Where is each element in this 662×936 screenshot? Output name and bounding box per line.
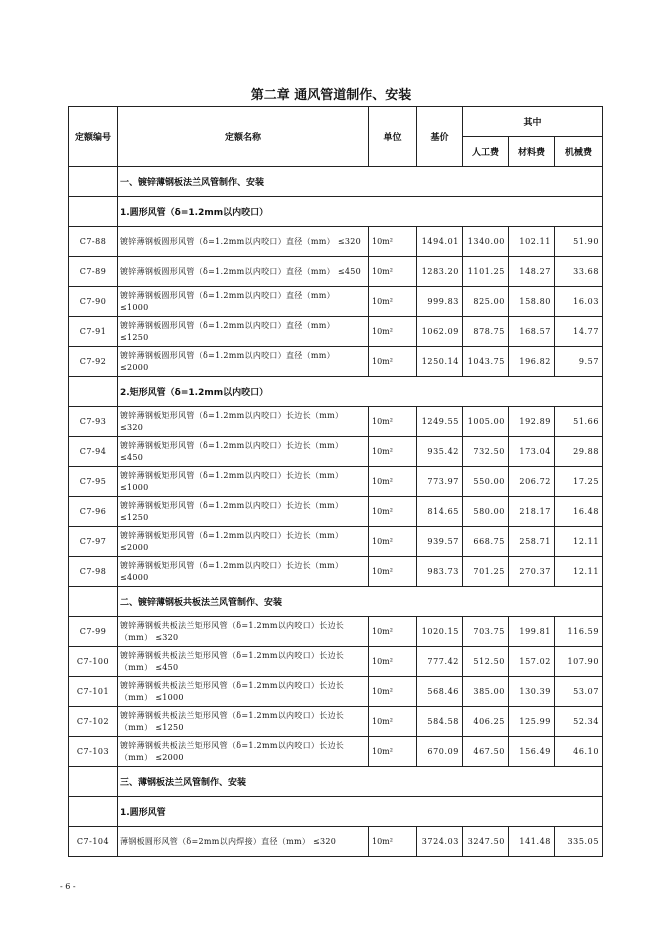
header-among: 其中 xyxy=(463,107,603,137)
machine-cost: 51.90 xyxy=(555,227,603,257)
machine-cost: 16.03 xyxy=(555,287,603,317)
material-cost: 173.04 xyxy=(509,437,555,467)
material-cost: 196.82 xyxy=(509,347,555,377)
material-cost: 141.48 xyxy=(509,827,555,857)
labor-cost: 550.00 xyxy=(463,467,509,497)
table-row xyxy=(69,497,603,527)
labor-cost: 878.75 xyxy=(463,317,509,347)
machine-cost: 12.11 xyxy=(555,527,603,557)
material-cost: 157.02 xyxy=(509,647,555,677)
quota-unit: 10m² xyxy=(369,737,417,767)
machine-cost: 29.88 xyxy=(555,437,603,467)
table-body xyxy=(69,167,603,857)
labor-cost: 701.25 xyxy=(463,557,509,587)
base-price: 584.58 xyxy=(417,707,463,737)
machine-cost: 51.66 xyxy=(555,407,603,437)
section-row xyxy=(69,197,603,227)
quota-unit: 10m² xyxy=(369,527,417,557)
quota-table xyxy=(68,106,603,857)
quota-unit: 10m² xyxy=(369,227,417,257)
table-row xyxy=(69,317,603,347)
material-cost: 168.57 xyxy=(509,317,555,347)
machine-cost: 335.05 xyxy=(555,827,603,857)
section-code-cell xyxy=(69,197,118,227)
table-row xyxy=(69,617,603,647)
material-cost: 199.81 xyxy=(509,617,555,647)
header-labor: 人工费 xyxy=(463,137,509,167)
section-code-cell xyxy=(69,587,118,617)
section-label: 二、镀锌薄钢板共板法兰风管制作、安装 xyxy=(118,587,603,617)
quota-name: 镀锌薄钢板圆形风管（δ=1.2mm以内咬口）直径（mm） ≤2000 xyxy=(118,347,369,377)
machine-cost: 14.77 xyxy=(555,317,603,347)
page-title: 第二章 通风管道制作、安装 xyxy=(250,88,412,103)
base-price: 935.42 xyxy=(417,437,463,467)
base-price: 773.97 xyxy=(417,467,463,497)
table-row xyxy=(69,227,603,257)
section-label: 1.圆形风管 xyxy=(118,797,603,827)
quota-name: 镀锌薄钢板矩形风管（δ=1.2mm以内咬口）长边长（mm） ≤450 xyxy=(118,437,369,467)
table-row xyxy=(69,527,603,557)
page-number: - 6 - xyxy=(60,882,76,891)
material-cost: 156.49 xyxy=(509,737,555,767)
section-row xyxy=(69,767,603,797)
base-price: 1062.09 xyxy=(417,317,463,347)
base-price: 670.09 xyxy=(417,737,463,767)
quota-unit: 10m² xyxy=(369,437,417,467)
machine-cost: 17.25 xyxy=(555,467,603,497)
material-cost: 102.11 xyxy=(509,227,555,257)
quota-code: C7-99 xyxy=(69,617,118,647)
section-label: 1.圆形风管（δ=1.2mm以内咬口） xyxy=(118,197,603,227)
quota-name: 薄钢板圆形风管（δ=2mm以内焊接）直径（mm） ≤320 xyxy=(118,827,369,857)
base-price: 568.46 xyxy=(417,677,463,707)
quota-code: C7-89 xyxy=(69,257,118,287)
quota-name: 镀锌薄钢板圆形风管（δ=1.2mm以内咬口）直径（mm） ≤320 xyxy=(118,227,369,257)
material-cost: 270.37 xyxy=(509,557,555,587)
labor-cost: 580.00 xyxy=(463,497,509,527)
quota-name: 镀锌薄钢板矩形风管（δ=1.2mm以内咬口）长边长（mm） ≤1250 xyxy=(118,497,369,527)
section-label: 三、薄钢板法兰风管制作、安装 xyxy=(118,767,603,797)
quota-name: 镀锌薄钢板共板法兰矩形风管（δ=1.2mm以内咬口）长边长（mm） ≤2000 xyxy=(118,737,369,767)
labor-cost: 467.50 xyxy=(463,737,509,767)
labor-cost: 1340.00 xyxy=(463,227,509,257)
header-base-price: 基价 xyxy=(417,107,463,167)
quota-name: 镀锌薄钢板矩形风管（δ=1.2mm以内咬口）长边长（mm） ≤2000 xyxy=(118,527,369,557)
quota-unit: 10m² xyxy=(369,827,417,857)
labor-cost: 1101.25 xyxy=(463,257,509,287)
labor-cost: 512.50 xyxy=(463,647,509,677)
quota-code: C7-90 xyxy=(69,287,118,317)
section-row xyxy=(69,167,603,197)
table-row xyxy=(69,707,603,737)
labor-cost: 3247.50 xyxy=(463,827,509,857)
header-code: 定额编号 xyxy=(69,107,118,167)
table-row xyxy=(69,347,603,377)
quota-code: C7-95 xyxy=(69,467,118,497)
machine-cost: 12.11 xyxy=(555,557,603,587)
quota-name: 镀锌薄钢板共板法兰矩形风管（δ=1.2mm以内咬口）长边长（mm） ≤450 xyxy=(118,647,369,677)
header-material: 材料费 xyxy=(509,137,555,167)
quota-code: C7-98 xyxy=(69,557,118,587)
labor-cost: 825.00 xyxy=(463,287,509,317)
quota-name: 镀锌薄钢板共板法兰矩形风管（δ=1.2mm以内咬口）长边长（mm） ≤320 xyxy=(118,617,369,647)
base-price: 939.57 xyxy=(417,527,463,557)
quota-name: 镀锌薄钢板共板法兰矩形风管（δ=1.2mm以内咬口）长边长（mm） ≤1250 xyxy=(118,707,369,737)
machine-cost: 116.59 xyxy=(555,617,603,647)
base-price: 1250.14 xyxy=(417,347,463,377)
table-row xyxy=(69,677,603,707)
quota-code: C7-102 xyxy=(69,707,118,737)
quota-code: C7-92 xyxy=(69,347,118,377)
quota-unit: 10m² xyxy=(369,617,417,647)
section-code-cell xyxy=(69,167,118,197)
material-cost: 130.39 xyxy=(509,677,555,707)
section-code-cell xyxy=(69,767,118,797)
quota-code: C7-93 xyxy=(69,407,118,437)
quota-unit: 10m² xyxy=(369,257,417,287)
table-row xyxy=(69,827,603,857)
quota-unit: 10m² xyxy=(369,467,417,497)
machine-cost: 53.07 xyxy=(555,677,603,707)
quota-unit: 10m² xyxy=(369,317,417,347)
quota-name: 镀锌薄钢板共板法兰矩形风管（δ=1.2mm以内咬口）长边长（mm） ≤1000 xyxy=(118,677,369,707)
quota-unit: 10m² xyxy=(369,287,417,317)
section-code-cell xyxy=(69,797,118,827)
section-row xyxy=(69,797,603,827)
base-price: 814.65 xyxy=(417,497,463,527)
base-price: 1283.20 xyxy=(417,257,463,287)
labor-cost: 732.50 xyxy=(463,437,509,467)
table-row xyxy=(69,737,603,767)
base-price: 999.83 xyxy=(417,287,463,317)
labor-cost: 703.75 xyxy=(463,617,509,647)
quota-unit: 10m² xyxy=(369,677,417,707)
quota-unit: 10m² xyxy=(369,707,417,737)
section-code-cell xyxy=(69,377,118,407)
quota-unit: 10m² xyxy=(369,347,417,377)
table-row xyxy=(69,647,603,677)
table-row xyxy=(69,557,603,587)
quota-name: 镀锌薄钢板圆形风管（δ=1.2mm以内咬口）直径（mm） ≤450 xyxy=(118,257,369,287)
machine-cost: 16.48 xyxy=(555,497,603,527)
base-price: 1494.01 xyxy=(417,227,463,257)
material-cost: 206.72 xyxy=(509,467,555,497)
base-price: 1020.15 xyxy=(417,617,463,647)
table-row xyxy=(69,437,603,467)
quota-unit: 10m² xyxy=(369,407,417,437)
base-price: 777.42 xyxy=(417,647,463,677)
labor-cost: 406.25 xyxy=(463,707,509,737)
labor-cost: 1043.75 xyxy=(463,347,509,377)
quota-unit: 10m² xyxy=(369,557,417,587)
labor-cost: 668.75 xyxy=(463,527,509,557)
base-price: 1249.55 xyxy=(417,407,463,437)
quota-name: 镀锌薄钢板圆形风管（δ=1.2mm以内咬口）直径（mm） ≤1000 xyxy=(118,287,369,317)
machine-cost: 52.34 xyxy=(555,707,603,737)
quota-code: C7-103 xyxy=(69,737,118,767)
machine-cost: 107.90 xyxy=(555,647,603,677)
machine-cost: 46.10 xyxy=(555,737,603,767)
section-row xyxy=(69,377,603,407)
material-cost: 148.27 xyxy=(509,257,555,287)
quota-code: C7-94 xyxy=(69,437,118,467)
material-cost: 258.71 xyxy=(509,527,555,557)
material-cost: 158.80 xyxy=(509,287,555,317)
base-price: 983.73 xyxy=(417,557,463,587)
labor-cost: 385.00 xyxy=(463,677,509,707)
header-name: 定额名称 xyxy=(118,107,369,167)
quota-code: C7-88 xyxy=(69,227,118,257)
quota-code: C7-96 xyxy=(69,497,118,527)
quota-name: 镀锌薄钢板矩形风管（δ=1.2mm以内咬口）长边长（mm） ≤320 xyxy=(118,407,369,437)
table-row xyxy=(69,257,603,287)
quota-name: 镀锌薄钢板圆形风管（δ=1.2mm以内咬口）直径（mm） ≤1250 xyxy=(118,317,369,347)
machine-cost: 9.57 xyxy=(555,347,603,377)
table-row xyxy=(69,467,603,497)
table-row xyxy=(69,287,603,317)
material-cost: 125.99 xyxy=(509,707,555,737)
quota-code: C7-104 xyxy=(69,827,118,857)
quota-code: C7-100 xyxy=(69,647,118,677)
quota-code: C7-97 xyxy=(69,527,118,557)
material-cost: 218.17 xyxy=(509,497,555,527)
section-label: 2.矩形风管（δ=1.2mm以内咬口） xyxy=(118,377,603,407)
machine-cost: 33.68 xyxy=(555,257,603,287)
header-machine: 机械费 xyxy=(555,137,603,167)
table-row xyxy=(69,407,603,437)
quota-name: 镀锌薄钢板矩形风管（δ=1.2mm以内咬口）长边长（mm） ≤1000 xyxy=(118,467,369,497)
labor-cost: 1005.00 xyxy=(463,407,509,437)
section-label: 一、镀锌薄钢板法兰风管制作、安装 xyxy=(118,167,603,197)
quota-code: C7-101 xyxy=(69,677,118,707)
quota-unit: 10m² xyxy=(369,647,417,677)
quota-name: 镀锌薄钢板矩形风管（δ=1.2mm以内咬口）长边长（mm） ≤4000 xyxy=(118,557,369,587)
quota-code: C7-91 xyxy=(69,317,118,347)
header-unit: 单位 xyxy=(369,107,417,167)
section-row xyxy=(69,587,603,617)
material-cost: 192.89 xyxy=(509,407,555,437)
base-price: 3724.03 xyxy=(417,827,463,857)
quota-unit: 10m² xyxy=(369,497,417,527)
